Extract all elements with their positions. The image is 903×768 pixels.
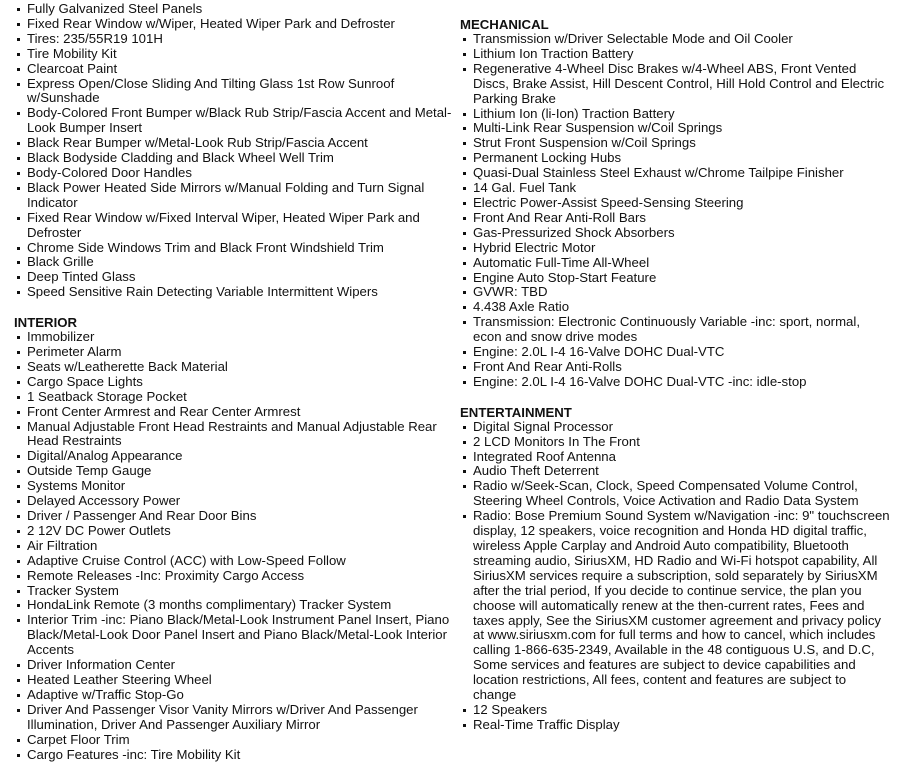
mechanical-feature-item: Lithium Ion Traction Battery xyxy=(460,47,892,62)
exterior-feature-item: Chrome Side Windows Trim and Black Front Windshield Trim xyxy=(14,241,452,256)
entertainment-feature-item: Radio w/Seek-Scan, Clock, Speed Compensated Volume Control, Steering Wheel Controls, Voice Activation and Radio Data System xyxy=(460,479,892,509)
interior-feature-item: Carpet Floor Trim xyxy=(14,733,452,748)
mechanical-feature-item: Lithium Ion (li-Ion) Traction Battery xyxy=(460,107,892,122)
exterior-feature-item: Speed Sensitive Rain Detecting Variable Intermittent Wipers xyxy=(14,285,452,300)
mechanical-feature-item: Quasi-Dual Stainless Steel Exhaust w/Chrome Tailpipe Finisher xyxy=(460,166,892,181)
interior-heading: INTERIOR xyxy=(14,315,78,331)
mechanical-feature-item: Multi-Link Rear Suspension w/Coil Springs xyxy=(460,121,892,136)
mechanical-feature-item: Engine: 2.0L I-4 16-Valve DOHC Dual-VTC xyxy=(460,345,892,360)
interior-feature-item: Adaptive Cruise Control (ACC) with Low-Speed Follow xyxy=(14,554,452,569)
interior-feature-item: Cargo Space Lights xyxy=(14,375,452,390)
mechanical-feature-item: 4.438 Axle Ratio xyxy=(460,300,892,315)
right-column xyxy=(460,17,892,733)
exterior-feature-item: Deep Tinted Glass xyxy=(14,270,452,285)
entertainment-heading: ENTERTAINMENT xyxy=(460,404,572,420)
mechanical-feature-list xyxy=(460,32,892,390)
exterior-feature-item: Fully Galvanized Steel Panels xyxy=(14,2,452,17)
interior-feature-item: Driver Information Center xyxy=(14,658,452,673)
mechanical-feature-item: Electric Power-Assist Speed-Sensing Steering xyxy=(460,196,892,211)
interior-feature-item: Immobilizer xyxy=(14,330,452,345)
interior-feature-item: Delayed Accessory Power xyxy=(14,494,452,509)
mechanical-feature-item: Strut Front Suspension w/Coil Springs xyxy=(460,136,892,151)
exterior-feature-list xyxy=(14,2,452,300)
section-gap xyxy=(460,390,892,405)
interior-feature-item: Manual Adjustable Front Head Restraints and Manual Adjustable Rear Head Restraints xyxy=(14,420,452,450)
entertainment-feature-item: Real-Time Traffic Display xyxy=(460,718,892,733)
interior-feature-item: Cargo Features -inc: Tire Mobility Kit xyxy=(14,748,452,763)
exterior-feature-item: Clearcoat Paint xyxy=(14,62,452,77)
interior-feature-item: Outside Temp Gauge xyxy=(14,464,452,479)
interior-feature-item: Remote Releases -Inc: Proximity Cargo Access xyxy=(14,569,452,584)
exterior-feature-item: Express Open/Close Sliding And Tilting Glass 1st Row Sunroof w/Sunshade xyxy=(14,77,452,107)
entertainment-feature-list xyxy=(460,420,892,733)
mechanical-feature-item: Front And Rear Anti-Rolls xyxy=(460,360,892,375)
mechanical-feature-item: Regenerative 4-Wheel Disc Brakes w/4-Wheel ABS, Front Vented Discs, Brake Assist, Hill Descent Control, Hill Hold Control and Electric Parking Brake xyxy=(460,62,892,107)
interior-feature-item: Interior Trim -inc: Piano Black/Metal-Look Instrument Panel Insert, Piano Black/Metal-Look Door Panel Insert and Piano Black/Metal-Look Interior Accents xyxy=(14,613,452,658)
entertainment-feature-item: Integrated Roof Antenna xyxy=(460,450,892,465)
interior-feature-item: 2 12V DC Power Outlets xyxy=(14,524,452,539)
exterior-feature-item: Tires: 235/55R19 101H xyxy=(14,32,452,47)
interior-feature-item: Digital/Analog Appearance xyxy=(14,449,452,464)
exterior-feature-item: Body-Colored Door Handles xyxy=(14,166,452,181)
interior-feature-item: Air Filtration xyxy=(14,539,452,554)
left-column xyxy=(14,2,452,762)
interior-feature-item: Driver / Passenger And Rear Door Bins xyxy=(14,509,452,524)
mechanical-feature-item: Gas-Pressurized Shock Absorbers xyxy=(460,226,892,241)
exterior-feature-item: Tire Mobility Kit xyxy=(14,47,452,62)
interior-feature-item: Tracker System xyxy=(14,584,452,599)
entertainment-feature-item: 12 Speakers xyxy=(460,703,892,718)
mechanical-feature-item: Engine Auto Stop-Start Feature xyxy=(460,271,892,286)
exterior-feature-item: Fixed Rear Window w/Fixed Interval Wiper, Heated Wiper Park and Defroster xyxy=(14,211,452,241)
exterior-feature-item: Body-Colored Front Bumper w/Black Rub Strip/Fascia Accent and Metal-Look Bumper Insert xyxy=(14,106,452,136)
mechanical-feature-item: Transmission: Electronic Continuously Variable -inc: sport, normal, econ and snow drive modes xyxy=(460,315,892,345)
interior-feature-item: Heated Leather Steering Wheel xyxy=(14,673,452,688)
mechanical-feature-item: Automatic Full-Time All-Wheel xyxy=(460,256,892,271)
interior-feature-item: HondaLink Remote (3 months complimentary) Tracker System xyxy=(14,598,452,613)
section-gap xyxy=(14,300,452,315)
exterior-feature-item: Fixed Rear Window w/Wiper, Heated Wiper Park and Defroster xyxy=(14,17,452,32)
mechanical-feature-item: Engine: 2.0L I-4 16-Valve DOHC Dual-VTC -inc: idle-stop xyxy=(460,375,892,390)
interior-feature-item: Front Center Armrest and Rear Center Armrest xyxy=(14,405,452,420)
entertainment-feature-item: Radio: Bose Premium Sound System w/Navigation -inc: 9" touchscreen display, 12 speakers, voice recognition and Honda HD digital traffic, wireless Apple Carplay and Android Auto compatibility, Bluetooth streaming audio, SiriusXM, HD Radio and Wi-Fi hotspot capability, All SiriusXM services require a subscription, sold separately by SiriusXM after the trial period, If you decide to continue service, the plan you choose will automatically renew at the then-current rates, Fees and taxes apply, See the SiriusXM customer agreement and privacy policy at www.siriusxm.com for full terms and how to cancel, which includes calling 1-866-635-2349, Available in the 48 contiguous U.S, and D.C, Some services and features are subject to device capabilities and location restrictions, All fees, content and features are subject to change xyxy=(460,509,892,703)
interior-feature-item: Systems Monitor xyxy=(14,479,452,494)
mechanical-feature-item: Transmission w/Driver Selectable Mode and Oil Cooler xyxy=(460,32,892,47)
mechanical-feature-item: Hybrid Electric Motor xyxy=(460,241,892,256)
interior-feature-item: Perimeter Alarm xyxy=(14,345,452,360)
exterior-feature-item: Black Power Heated Side Mirrors w/Manual Folding and Turn Signal Indicator xyxy=(14,181,452,211)
mechanical-feature-item: GVWR: TBD xyxy=(460,285,892,300)
entertainment-feature-item: Audio Theft Deterrent xyxy=(460,464,892,479)
mechanical-feature-item: 14 Gal. Fuel Tank xyxy=(460,181,892,196)
exterior-feature-item: Black Grille xyxy=(14,255,452,270)
exterior-feature-item: Black Bodyside Cladding and Black Wheel Well Trim xyxy=(14,151,452,166)
entertainment-feature-item: 2 LCD Monitors In The Front xyxy=(460,435,892,450)
entertainment-feature-item: Digital Signal Processor xyxy=(460,420,892,435)
interior-feature-list xyxy=(14,330,452,762)
interior-feature-item: 1 Seatback Storage Pocket xyxy=(14,390,452,405)
interior-feature-item: Adaptive w/Traffic Stop-Go xyxy=(14,688,452,703)
mechanical-heading: MECHANICAL xyxy=(460,17,549,32)
exterior-feature-item: Black Rear Bumper w/Metal-Look Rub Strip/Fascia Accent xyxy=(14,136,452,151)
interior-feature-item: Seats w/Leatherette Back Material xyxy=(14,360,452,375)
mechanical-feature-item: Front And Rear Anti-Roll Bars xyxy=(460,211,892,226)
mechanical-feature-item: Permanent Locking Hubs xyxy=(460,151,892,166)
interior-feature-item: Driver And Passenger Visor Vanity Mirrors w/Driver And Passenger Illumination, Driver And Passenger Auxiliary Mirror xyxy=(14,703,452,733)
